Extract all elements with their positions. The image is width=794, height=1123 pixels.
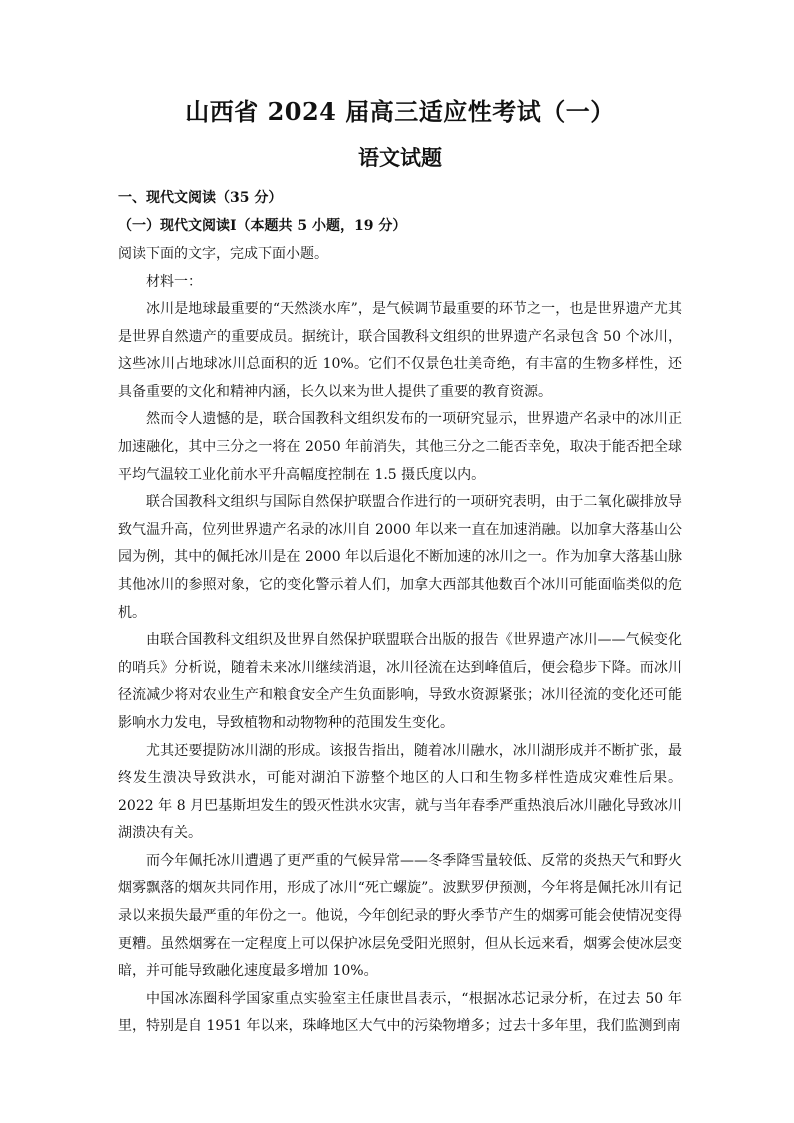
exam-title: 山西省 2024 届高三适应性考试（一） <box>185 97 615 126</box>
paragraph: 中国冰冻圈科学国家重点实验室主任康世昌表示，“根据冰芯记录分析，在过去 50 年里，特别是自 1951 年以来，珠峰地区大气中的污染物增多；过去十多年里，我们监测到南 <box>118 990 682 1035</box>
document-page <box>118 96 682 1041</box>
paragraph: 然而令人遗憾的是，联合国教科文组织发布的一项研究显示，世界遗产名录中的冰川正加速融化，其中三分之一将在 2050 年前消失，其他三分之二能否幸免，取决于能否把全球平均气温较工业化前水平升高幅度控制在 1.5 摄氏度以内。 <box>118 411 682 483</box>
material-label: 材料一： <box>146 274 202 290</box>
paragraph: 冰川是地球最重要的“天然淡水库”，是气候调节最重要的环节之一，也是世界遗产尤其是世界自然遗产的重要成员。据统计，联合国教科文组织的世界遗产名录包含 50 个冰川，这些冰川占地球冰川总面积的近 10%。它们不仅景色壮美奇绝，有丰富的生物多样性，还具备重要的文化和精神内涵，长久以来为世人提供了重要的教育资源。 <box>118 301 682 400</box>
paragraph: 由联合国教科文组织及世界自然保护联盟联合出版的报告《世界遗产冰川——气候变化的哨兵》分析说，随着未来冰川继续消退，冰川径流在达到峰值后，便会稳步下降。而冰川径流减少将对农业生产和粮食安全产生负面影响，导致水资源紧张；冰川径流的变化还可能影响水力发电，导致植物和动物物种的范围发生变化。 <box>118 632 682 731</box>
section-heading-modern-reading: 一、现代文阅读（35 分） <box>118 190 283 206</box>
paragraph: 联合国教科文组织与国际自然保护联盟合作进行的一项研究表明，由于二氧化碳排放导致气温升高，位列世界遗产名录的冰川自 2000 年以来一直在加速消融。以加拿大落基山公园为例，其中的佩托冰川是在 2000 年以后退化不断加速的冰川之一。作为加拿大落基山脉其他冰川的参照对象，它的变化警示着人们，加拿大西部其他数百个冰川可能面临类似的危机。 <box>118 494 682 621</box>
reading-instruction: 阅读下面的文字，完成下面小题。 <box>118 246 328 262</box>
paragraph: 而今年佩托冰川遭遇了更严重的气候异常——冬季降雪量较低、反常的炎热天气和野火烟雾飘落的烟灰共同作用，形成了冰川“死亡螺旋”。波默罗伊预测，今年将是佩托冰川有记录以来损失最严重的年份之一。他说，今年创纪录的野火季节产生的烟雾可能会使情况变得更糟。虽然烟雾在一定程度上可以保护冰层免受阳光照射，但从长远来看，烟雾会使冰层变暗，并可能导致融化速度最多增加 10%。 <box>118 852 682 980</box>
paragraph: 尤其还要提防冰川湖的形成。该报告指出，随着冰川融水，冰川湖形成并不断扩张，最终发生溃决导致洪水，可能对湖泊下游整个地区的人口和生物多样性造成灾难性后果。2022 年 8 月巴基斯坦发生的毁灭性洪水灾害，就与当年春季严重热浪后冰川融化导致冰川湖溃决有关。 <box>118 742 682 842</box>
exam-subtitle: 语文试题 <box>358 145 442 170</box>
section-heading-reading-one: （一）现代文阅读Ⅰ（本题共 5 小题，19 分） <box>118 218 407 234</box>
